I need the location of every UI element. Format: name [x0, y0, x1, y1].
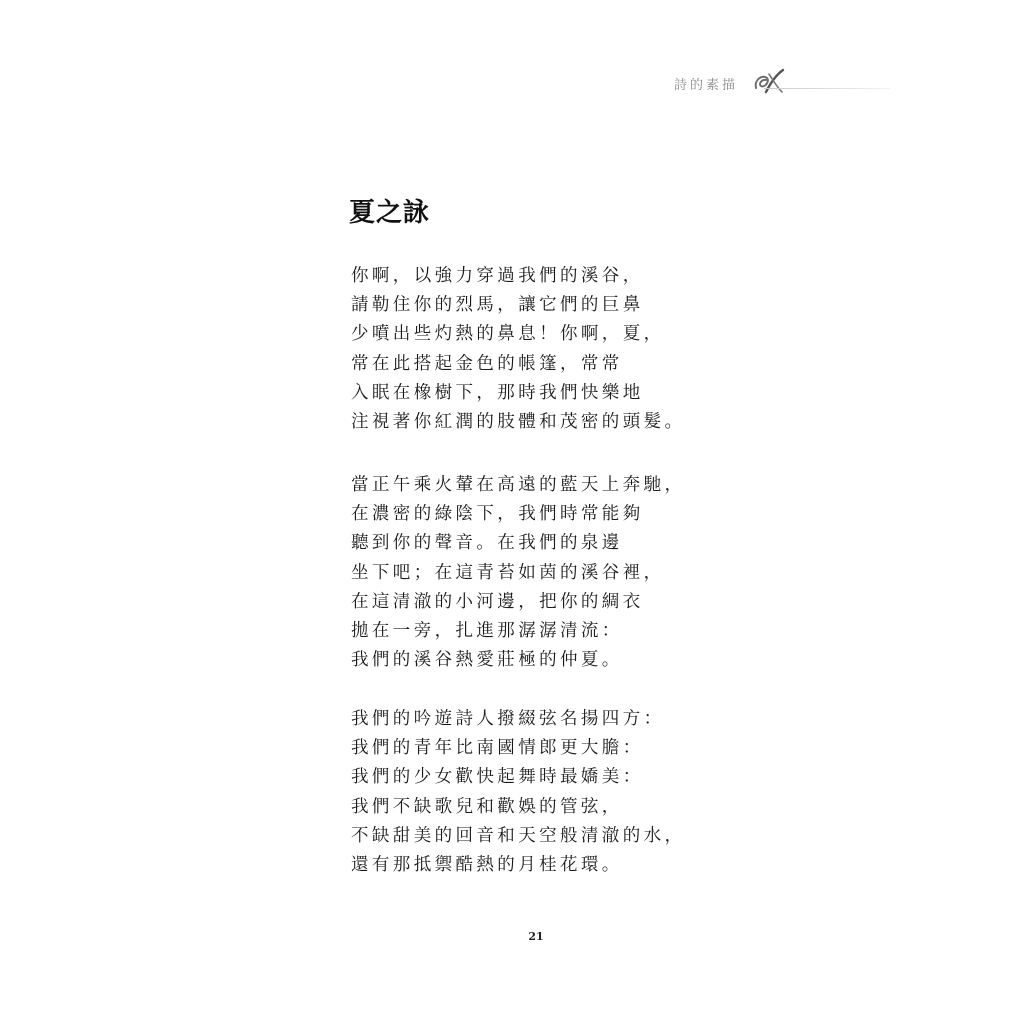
poem-line: 我們不缺歌兒和歡娛的管弦，	[351, 796, 623, 817]
poem-stanza-3	[351, 705, 685, 880]
poem-line: 不缺甜美的回音和天空般清澈的水，	[351, 825, 686, 846]
poem-line: 注視著你紅潤的肢體和茂密的頭髮。	[351, 411, 686, 432]
poem-line: 我們的青年比南國情郎更大膽：	[351, 738, 644, 759]
page-number: 21	[528, 930, 544, 943]
poem-line: 我們的吟遊詩人撥綴弦名揚四方：	[351, 709, 665, 729]
book-title-header: 詩的素描	[674, 78, 739, 93]
poem-line: 你啊，以強力穿過我們的溪谷，	[351, 266, 644, 286]
poem-line: 在這清澈的小河邊，把你的綢衣	[351, 591, 644, 612]
poem-line: 請勒住你的烈馬，讓它們的巨鼻	[351, 295, 644, 316]
poem-line: 我們的溪谷熱愛莊極的仲夏。	[351, 650, 623, 671]
poem-line: 我們的少女歡快起舞時最嬌美：	[351, 767, 644, 788]
running-header	[668, 66, 890, 102]
poem-title: 夏之詠	[349, 198, 431, 228]
poem-line: 坐下吧；在這青苔如茵的溪谷裡，	[351, 562, 665, 583]
poem-line: 還有那抵禦酷熱的月桂花環。	[351, 854, 623, 875]
poem-line: 聽到你的聲音。在我們的泉邊	[351, 533, 623, 554]
poem-stanza-2	[351, 471, 685, 675]
poem-line: 入眠在橡樹下，那時我們快樂地	[351, 382, 644, 403]
poem-line: 少噴出些灼熱的鼻息！你啊，夏，	[351, 324, 665, 345]
calligraphic-flourish-icon	[752, 66, 786, 96]
poem-line: 在濃密的綠陰下，我們時常能夠	[351, 504, 644, 525]
poem-line: 常在此搭起金色的帳篷，常常	[351, 353, 623, 374]
poem-stanza-1	[351, 262, 685, 437]
header-rule	[764, 88, 890, 89]
poem-line: 拋在一旁，扎進那潺潺清流：	[351, 620, 623, 641]
poem-line: 當正午乘火輦在高遠的藍天上奔馳，	[351, 475, 686, 495]
